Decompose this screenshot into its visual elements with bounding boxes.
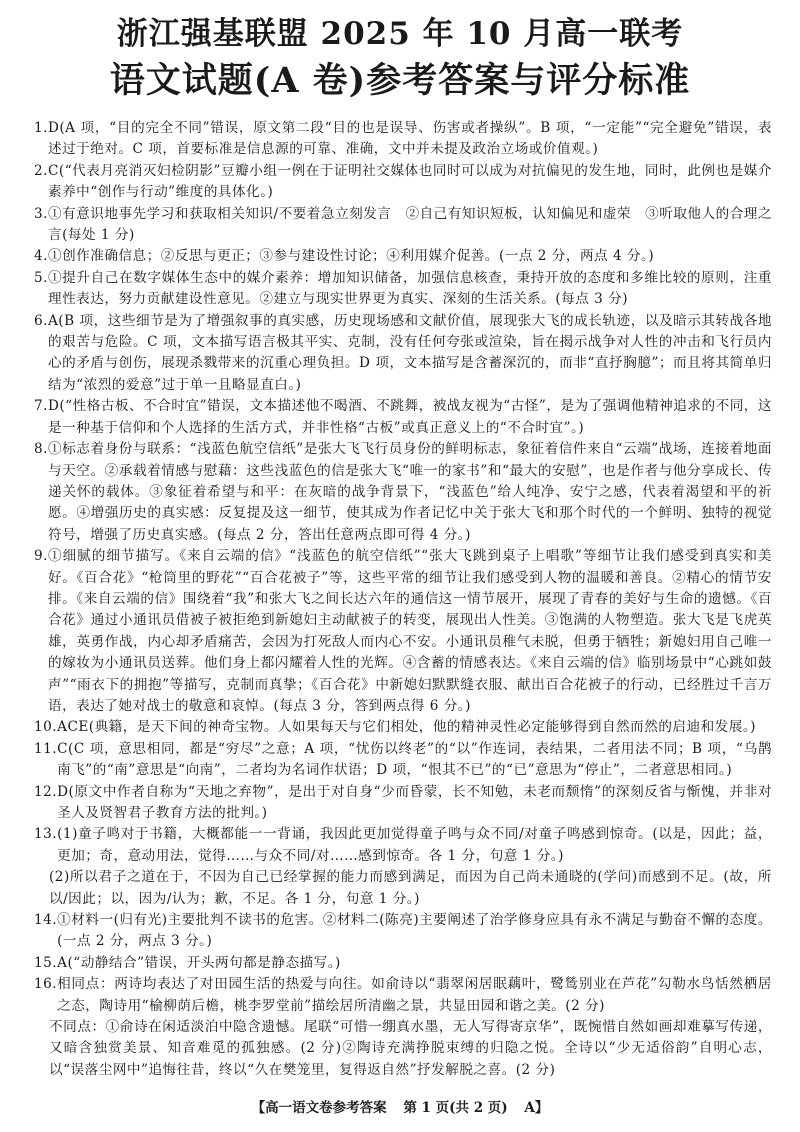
answer-number: 3.	[34, 205, 48, 222]
answer-item-12	[34, 782, 772, 825]
answer-item-1	[34, 118, 772, 161]
answer-subpart: (2)所以君子之道在于，不因为自己已经掌握的能力而感到满足，而因为自己尚未通晓的(学问)而感到不足。(故，所以/因此；以，因为/认为；歉，不足。各 1 分，句意 1 分。)	[49, 869, 772, 907]
answer-item-13	[34, 824, 772, 867]
answer-item-9	[34, 546, 772, 717]
answer-text: D(原文中作者自称为“天地之弃物”，是出于对自身“少而昏蒙，长不知勉，未老而颓惰”的深刻反省与惭愧，并非对圣人及贤智君子教育方法的批判。)	[57, 783, 772, 821]
answer-number: 10.	[34, 719, 58, 736]
footer-version: A】	[524, 1100, 549, 1116]
answer-item-14	[34, 910, 772, 953]
answer-text: ①提升自己在数字媒体生态中的媒介素养：增加知识储备，加强信息核查，秉持开放的态度和多维比较的原则，注重理性表达，努力贡献建设性意见。②建立与现实世界更为真实、深刻的生活关系。(每点 3 分)	[47, 269, 772, 308]
document-title: 语文试题(A 卷)参考答案与评分标准	[109, 60, 691, 101]
answer-text: ①细腻的细节描写。《来自云端的信》“浅蓝色的航空信纸”“张大飞跳到桌子上唱歌”等细节让我们感受到真实和美好。《百合花》“枪筒里的野花”“百合花被子”等，这些平常的细节让我们感受到人物的温暖和善良。②精心的情节安排。《来自云端的信》围绕着“我”和张大飞之间长达六年的通信这一情节展开，展现了青春的美好与生命的遗憾。《百合花》通过小通讯员借被子被拒绝到新媳妇主动献被子的转变，展现出人性美。③饱满的人物塑造。张大飞是飞虎英雄，英勇作战，内心却矛盾痛苦，会因为打死敌人而内心不安。小通讯员稚气未脱，但勇于牺牲；新媳妇用自己唯一的嫁妆为小通讯员送葬。他们身上都闪耀着人性的光辉。④含蓄的情感表达。《来自云端的信》临别场景中“心跳如鼓声”“雨衣下的拥抱”等描写，克制而真挚；《百合花》中新媳妇默默缝衣服、献出百合花被子的行动，已经胜过千言万语，表达了她对战士的敬意和哀悼。(每点 3 分，答到两点得 6 分。)	[47, 548, 772, 714]
answer-number: 5.	[34, 269, 48, 286]
answer-text: 相同点：两诗均表达了对田园生活的热爱与向往。如俞诗以“翡翠闲居眠藕叶，鹭鸶别业在芦花”勾勒水鸟恬然栖居之态，陶诗用“榆柳荫后檐，桃李罗堂前”描绘居所清幽之景，共显田园和谐之美。(2 分)	[57, 976, 772, 1014]
answer-item-11	[34, 739, 772, 782]
answer-text: C(“代表月亮消灭妇检阴影”豆瓣小组一例在于证明社交媒体也同时可以成为对抗偏见的发生地，同时，此例也是媒介素养中“创作与行动”维度的具体化。)	[47, 162, 772, 201]
answer-text: D(A 项，“目的完全不同”错误，原文第二段“目的也是误导、伤害或者操纵”。B 项，“一定能”“完全避免”错误，表述过于绝对。C 项，首要标准是信息源的可靠、准确，文中并未提及政治立场或价值观。)	[47, 120, 772, 158]
answer-item-6	[34, 311, 772, 397]
answer-number: 11.	[34, 740, 58, 757]
answer-number: 7.	[34, 398, 48, 415]
answer-item-3	[34, 204, 772, 247]
answer-list	[34, 118, 772, 1081]
answer-number: 8.	[34, 441, 48, 458]
footer-page-number: 第 1 页(共 2 页)	[403, 1100, 508, 1116]
answer-text: ACE(典籍，是天下间的神奇宝物。人如果每天与它们相处，他的精神灵性必定能够得到自然而然的启迪和发展。)	[57, 719, 756, 736]
answer-item-4	[34, 246, 772, 267]
answer-number: 2.	[34, 162, 48, 179]
answer-text: D(“性格古板、不合时宜”错误，文本描述他不喝酒、不跳舞，被战友视为“古怪”，是为了强调他精神追求的不同，这是一种基于信仰和个人选择的生活方式，并非性格“古板”或真正意义上的“不合时宜”。)	[47, 398, 772, 436]
answer-text: (1)童子鸣对于书籍，大概都能一一背诵，我因此更加觉得童子鸣与众不同/对童子鸣感到惊奇。(以是，因此；益，更加；奇，意动用法，觉得……与众不同/对……感到惊奇。各 1 分，句意 1 分。)	[57, 826, 772, 864]
answer-text: ①标志着身份与联系：“浅蓝色航空信纸”是张大飞飞行员身份的鲜明标志，象征着信件来自“云端”战场，连接着地面与天空。②承载着情感与慰藉：这些浅蓝色的信是张大飞“唯一的家书”和“最大的安慰”，也是作者与他分享成长、传递关怀的载体。③象征着希望与和平：在灰暗的战争背景下，“浅蓝色”给人纯净、安宁之感，代表着渴望和平的祈愿。④增强历史的真实感：反复提及这一细节，使其成为作者记忆中关于张大飞和那个时代的一个鲜明、独特的视觉符号，增强了历史真实感。(每点 2 分，答出任意两点即可得 4 分。)	[47, 441, 772, 543]
answer-item-5	[34, 268, 772, 311]
answer-subpart: 不同点：①俞诗在闲适淡泊中隐含遗憾。尾联“可惜一绷真水墨，无人写得寄京华”，既惋惜自然如画却难摹写传递，又暗含独赏美景、知音难觅的孤独感。(2 分)②陶诗充满挣脱束缚的归隐之悦。全诗以“少无适俗韵”自明心志，以“误落尘网中”追悔往昔，终以“久在樊笼里，复得返自然”抒发解脱之喜。(2 分)	[49, 1019, 772, 1078]
answer-item-2	[34, 161, 772, 204]
answer-number: 4.	[34, 248, 48, 265]
answer-text: C(C 项，意思相同，都是“穷尽”之意；A 项，“忧伤以终老”的“以”作连词，表结果，二者用法不同；B 项，“乌鹊南飞”的“南”意思是“向南”，二者均为名词作状语；D 项，“恨其不已”的“已”意思为“停止”，二者意思相同。)	[57, 740, 772, 779]
answer-number: 1.	[34, 120, 48, 136]
answer-text: ①创作准确信息；②反思与更正；③参与建设性讨论；④利用媒介促善。(一点 2 分，两点 4 分。)	[47, 248, 655, 265]
answer-number: 6.	[34, 312, 48, 329]
answer-item-7	[34, 396, 772, 439]
exam-title: 浙江强基联盟 2025 年 10 月高一联考	[116, 16, 684, 52]
answer-item-16	[34, 974, 772, 1017]
answer-number: 16.	[34, 976, 58, 993]
answer-number: 12.	[34, 783, 58, 800]
answer-number: 9.	[34, 548, 48, 565]
answer-text: ①有意识地事先学习和获取相关知识/不要着急立刻发言 ②自己有知识短板，认知偏见和虚荣 ③听取他人的合理之言(每处 1 分)	[47, 205, 772, 244]
answer-number: 13.	[34, 826, 58, 843]
answer-item-10	[34, 717, 772, 738]
answer-text: A(B 项，这些细节是为了增强叙事的真实感，历史现场感和文献价值，展现张大飞的成长轨迹，以及暗示其转战各地的艰苦与危险。C 项，文本描写语言极其平实、克制，没有任何夸张或渲染，旨在揭示战争对人性的冲击和飞行员内心的矛盾与创伤，展现杀戮带来的沉重心理负担。D 项，文本描写是含蓄深沉的，而非“直抒胸臆”；而且将其简单归结为“浓烈的爱意”过于单一且略显直白。)	[47, 312, 772, 393]
answer-number: 14.	[34, 912, 58, 929]
page-footer	[0, 1098, 800, 1118]
answer-item-8	[34, 439, 772, 546]
footer-exam-label: 【高一语文卷参考答案	[251, 1100, 387, 1116]
answer-text: A(“动静结合”错误，开头两句都是静态描写。)	[57, 954, 341, 971]
answer-item-15	[34, 953, 772, 974]
answer-number: 15.	[34, 954, 58, 971]
answer-text: ①材料一(归有光)主要批判不读书的危害。②材料二(陈亮)主要阐述了治学修身应具有永不满足与勤奋不懈的态度。(一点 2 分，两点 3 分。)	[57, 912, 772, 950]
